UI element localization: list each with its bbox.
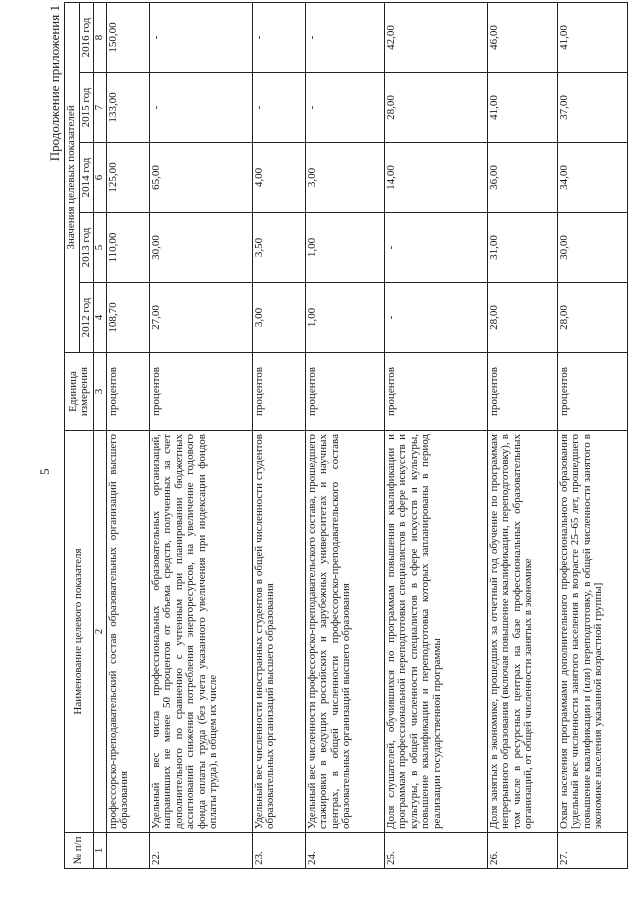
value-cell: 3,50: [252, 213, 305, 283]
value-cell: 30,00: [557, 213, 627, 283]
row-number: 22.: [149, 833, 252, 869]
indicators-table: [64, 2, 628, 869]
unit-cell: процентов: [557, 353, 627, 431]
value-cell: 65,00: [149, 143, 252, 213]
table-row: [557, 2, 627, 868]
value-cell: 37,00: [557, 73, 627, 143]
row-number: 25.: [384, 833, 487, 869]
row-number: 27.: [557, 833, 627, 869]
row-number: 24.: [305, 833, 384, 869]
indicator-name: профессорско-преподавательский состав образовательных организаций высшего образования: [106, 431, 149, 833]
unit-cell: процентов: [305, 353, 384, 431]
row-number: 23.: [252, 833, 305, 869]
value-cell: -: [305, 73, 384, 143]
column-index: 1: [94, 833, 107, 869]
unit-cell: процентов: [384, 353, 487, 431]
value-cell: -: [252, 73, 305, 143]
unit-cell: процентов: [149, 353, 252, 431]
column-index: 3: [94, 353, 107, 431]
value-cell: -: [149, 73, 252, 143]
column-index: 6: [94, 143, 107, 213]
unit-cell: процентов: [487, 353, 557, 431]
value-cell: 28,00: [384, 73, 487, 143]
value-cell: 1,00: [305, 213, 384, 283]
indicator-name: Удельный вес числа профессиональных образовательных организаций, направивших не менее 50 процентов от объема средств, полученных за счет дополнительного по сравнению с учтенным при планировании бюджетных ассигнований снижения потребления энергоресурсов, на увеличение годового фонда оплаты труда (без учета указанного увеличения при индексации фондов оплаты труда), в общем их числе: [149, 431, 252, 833]
table-row: [252, 2, 305, 868]
header-unit: Единица измерения: [65, 353, 94, 431]
table-row: [149, 2, 252, 868]
header-row-1: [65, 2, 80, 868]
header-year: 2012 год: [79, 283, 94, 353]
table-row: [487, 2, 557, 868]
value-cell: 28,00: [557, 283, 627, 353]
value-cell: 30,00: [149, 213, 252, 283]
value-cell: 41,00: [557, 2, 627, 72]
value-cell: 14,00: [384, 143, 487, 213]
value-cell: -: [252, 2, 305, 72]
value-cell: 110,00: [106, 213, 149, 283]
table-row: [106, 2, 149, 868]
value-cell: -: [305, 2, 384, 72]
value-cell: 34,00: [557, 143, 627, 213]
column-index-row: [94, 2, 107, 868]
indicator-name: Удельный вес численности профессорско-преподавательского состава, прошедшего стажировки в ведущих российских и зарубежных университетах и научных центрах, в общей численности профессорско-преподавательского состава образовательных организаций высшего образования: [305, 431, 384, 833]
value-cell: 41,00: [487, 73, 557, 143]
column-index: 7: [94, 73, 107, 143]
row-number: 26.: [487, 833, 557, 869]
indicator-name: Доля занятых в экономике, прошедших за отчетный год обучение по программам непрерывного образования (включая повышение квалификации, переподготовку), в том числе в ресурсных центрах на базе профессиональных образовательных организаций, от общей численности занятых в экономике: [487, 431, 557, 833]
value-cell: 108,70: [106, 283, 149, 353]
value-cell: 1,00: [305, 283, 384, 353]
header-year: 2015 год: [79, 73, 94, 143]
value-cell: 3,00: [252, 283, 305, 353]
unit-cell: процентов: [252, 353, 305, 431]
value-cell: 42,00: [384, 2, 487, 72]
value-cell: 4,00: [252, 143, 305, 213]
row-number: [106, 833, 149, 869]
header-year: 2013 год: [79, 213, 94, 283]
column-index: 8: [94, 2, 107, 72]
value-cell: 27,00: [149, 283, 252, 353]
column-index: 5: [94, 213, 107, 283]
indicator-name: Охват населения программами дополнительного профессионального образования [удельный вес численности занятого населения в возрасте 25–65 лет, прошедшего повышение квалификации и (или) переподготовку, в общей численности занятого в экономике населения указанной возрастной группы]: [557, 431, 627, 833]
value-cell: 3,00: [305, 143, 384, 213]
value-cell: -: [384, 213, 487, 283]
table-row: [384, 2, 487, 868]
value-cell: 28,00: [487, 283, 557, 353]
value-cell: 125,00: [106, 143, 149, 213]
value-cell: -: [384, 283, 487, 353]
header-num: № п/п: [65, 833, 94, 869]
header-year: 2014 год: [79, 143, 94, 213]
value-cell: 31,00: [487, 213, 557, 283]
continuation-label: Продолжение приложения 1: [47, 5, 62, 162]
value-cell: 36,00: [487, 143, 557, 213]
unit-cell: процентов: [106, 353, 149, 431]
value-cell: -: [149, 2, 252, 72]
table-row: [305, 2, 384, 868]
header-values-group: Значения целевых показателей: [65, 2, 80, 352]
header-year: 2016 год: [79, 2, 94, 72]
column-index: 2: [94, 431, 107, 833]
value-cell: 133,00: [106, 73, 149, 143]
indicator-name: Доля слушателей, обучившихся по программам повышения квалификации и программам профессиональной переподготовки специалистов в сфере искусств и культуры, в общей численности специалистов в сфере искусств и культуры, повышение квалификации и переподготовка которых запланированы в период реализации государственной программы: [384, 431, 487, 833]
indicator-name: Удельный вес численности иностранных студентов в общей численности студентов образовательных организаций высшего образования: [252, 431, 305, 833]
header-name: Наименование целевого показателя: [65, 431, 94, 833]
page-number: 5: [37, 468, 52, 475]
value-cell: 46,00: [487, 2, 557, 72]
column-index: 4: [94, 283, 107, 353]
value-cell: 150,00: [106, 2, 149, 72]
